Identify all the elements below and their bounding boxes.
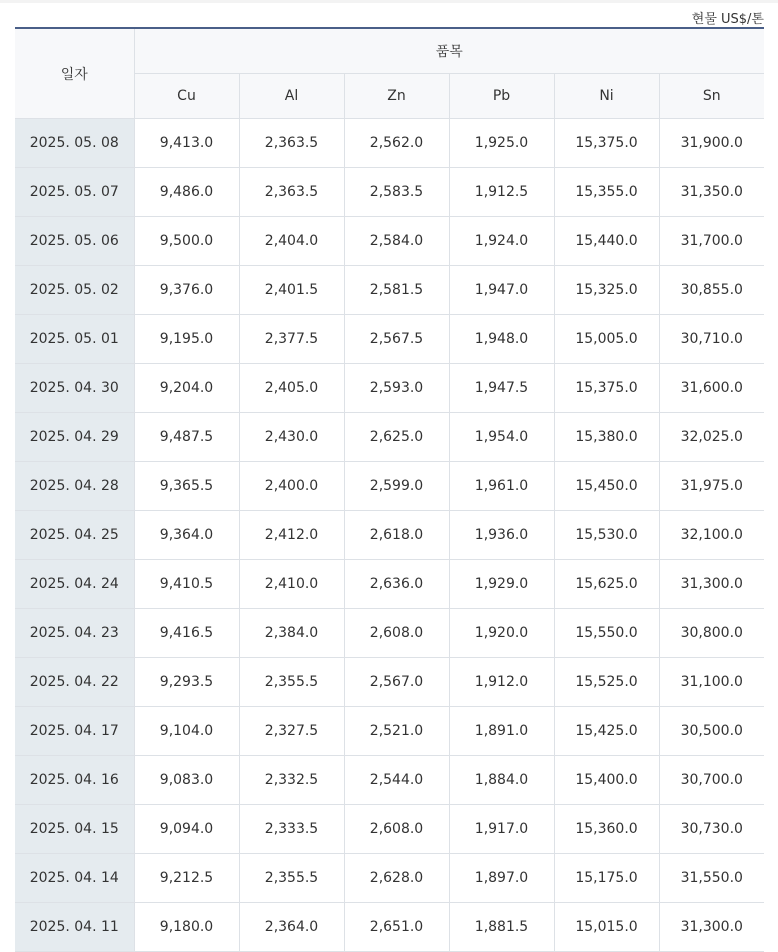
sn-cell: 30,500.0	[659, 707, 764, 756]
table-header	[15, 28, 764, 119]
column-header-pb: Pb	[449, 74, 554, 119]
zn-cell: 2,593.0	[344, 364, 449, 413]
pb-cell: 1,947.0	[449, 266, 554, 315]
ni-cell: 15,375.0	[554, 119, 659, 168]
date-cell: 2025. 04. 29	[15, 413, 134, 462]
ni-cell: 15,425.0	[554, 707, 659, 756]
al-cell: 2,355.5	[239, 854, 344, 903]
date-cell: 2025. 05. 01	[15, 315, 134, 364]
table-row	[15, 560, 764, 609]
cu-cell: 9,376.0	[134, 266, 239, 315]
ni-cell: 15,440.0	[554, 217, 659, 266]
pb-cell: 1,961.0	[449, 462, 554, 511]
sn-cell: 31,350.0	[659, 168, 764, 217]
cu-cell: 9,364.0	[134, 511, 239, 560]
date-cell: 2025. 04. 23	[15, 609, 134, 658]
zn-cell: 2,625.0	[344, 413, 449, 462]
zn-cell: 2,608.0	[344, 609, 449, 658]
price-table-container	[15, 27, 764, 952]
al-cell: 2,363.5	[239, 168, 344, 217]
cu-cell: 9,204.0	[134, 364, 239, 413]
table-row	[15, 511, 764, 560]
sn-cell: 30,800.0	[659, 609, 764, 658]
pb-cell: 1,954.0	[449, 413, 554, 462]
column-header-sn: Sn	[659, 74, 764, 119]
pb-cell: 1,881.5	[449, 903, 554, 952]
al-cell: 2,355.5	[239, 658, 344, 707]
table-row	[15, 462, 764, 511]
ni-cell: 15,550.0	[554, 609, 659, 658]
ni-cell: 15,625.0	[554, 560, 659, 609]
pb-cell: 1,897.0	[449, 854, 554, 903]
ni-cell: 15,530.0	[554, 511, 659, 560]
pb-cell: 1,891.0	[449, 707, 554, 756]
ni-cell: 15,005.0	[554, 315, 659, 364]
date-cell: 2025. 04. 15	[15, 805, 134, 854]
table-row	[15, 168, 764, 217]
zn-cell: 2,608.0	[344, 805, 449, 854]
sn-cell: 31,975.0	[659, 462, 764, 511]
table-row	[15, 903, 764, 952]
al-cell: 2,410.0	[239, 560, 344, 609]
sn-cell: 31,100.0	[659, 658, 764, 707]
zn-cell: 2,583.5	[344, 168, 449, 217]
zn-cell: 2,567.5	[344, 315, 449, 364]
pb-cell: 1,920.0	[449, 609, 554, 658]
table-body	[15, 119, 764, 952]
pb-cell: 1,912.5	[449, 168, 554, 217]
cu-cell: 9,410.5	[134, 560, 239, 609]
table-row	[15, 805, 764, 854]
al-cell: 2,384.0	[239, 609, 344, 658]
item-group-header: 품목	[134, 28, 764, 74]
ni-cell: 15,525.0	[554, 658, 659, 707]
ni-cell: 15,450.0	[554, 462, 659, 511]
zn-cell: 2,567.0	[344, 658, 449, 707]
table-row	[15, 315, 764, 364]
al-cell: 2,400.0	[239, 462, 344, 511]
table-row	[15, 658, 764, 707]
al-cell: 2,412.0	[239, 511, 344, 560]
top-divider	[0, 0, 778, 3]
al-cell: 2,430.0	[239, 413, 344, 462]
cu-cell: 9,365.5	[134, 462, 239, 511]
al-cell: 2,332.5	[239, 756, 344, 805]
pb-cell: 1,936.0	[449, 511, 554, 560]
ni-cell: 15,175.0	[554, 854, 659, 903]
al-cell: 2,404.0	[239, 217, 344, 266]
ni-cell: 15,355.0	[554, 168, 659, 217]
date-cell: 2025. 05. 02	[15, 266, 134, 315]
ni-cell: 15,360.0	[554, 805, 659, 854]
sn-cell: 30,700.0	[659, 756, 764, 805]
date-cell: 2025. 05. 08	[15, 119, 134, 168]
cu-cell: 9,416.5	[134, 609, 239, 658]
pb-cell: 1,917.0	[449, 805, 554, 854]
al-cell: 2,327.5	[239, 707, 344, 756]
cu-cell: 9,212.5	[134, 854, 239, 903]
zn-cell: 2,521.0	[344, 707, 449, 756]
cu-cell: 9,180.0	[134, 903, 239, 952]
date-column-header: 일자	[15, 28, 134, 119]
pb-cell: 1,948.0	[449, 315, 554, 364]
date-cell: 2025. 05. 07	[15, 168, 134, 217]
zn-cell: 2,581.5	[344, 266, 449, 315]
pb-cell: 1,929.0	[449, 560, 554, 609]
unit-label: 현물 US$/톤	[691, 12, 764, 27]
ni-cell: 15,325.0	[554, 266, 659, 315]
date-cell: 2025. 04. 11	[15, 903, 134, 952]
pb-cell: 1,924.0	[449, 217, 554, 266]
cu-cell: 9,486.0	[134, 168, 239, 217]
date-cell: 2025. 04. 30	[15, 364, 134, 413]
date-cell: 2025. 04. 24	[15, 560, 134, 609]
zn-cell: 2,636.0	[344, 560, 449, 609]
table-row	[15, 609, 764, 658]
sn-cell: 30,710.0	[659, 315, 764, 364]
column-header-al: Al	[239, 74, 344, 119]
al-cell: 2,363.5	[239, 119, 344, 168]
zn-cell: 2,651.0	[344, 903, 449, 952]
date-cell: 2025. 04. 16	[15, 756, 134, 805]
zn-cell: 2,618.0	[344, 511, 449, 560]
sn-cell: 30,855.0	[659, 266, 764, 315]
metal-price-table	[15, 27, 764, 952]
zn-cell: 2,599.0	[344, 462, 449, 511]
pb-cell: 1,912.0	[449, 658, 554, 707]
ni-cell: 15,400.0	[554, 756, 659, 805]
zn-cell: 2,628.0	[344, 854, 449, 903]
sn-cell: 31,550.0	[659, 854, 764, 903]
zn-cell: 2,584.0	[344, 217, 449, 266]
al-cell: 2,405.0	[239, 364, 344, 413]
cu-cell: 9,083.0	[134, 756, 239, 805]
cu-cell: 9,293.5	[134, 658, 239, 707]
table-row	[15, 364, 764, 413]
al-cell: 2,401.5	[239, 266, 344, 315]
table-row	[15, 266, 764, 315]
table-row	[15, 119, 764, 168]
column-header-cu: Cu	[134, 74, 239, 119]
sn-cell: 31,300.0	[659, 560, 764, 609]
sn-cell: 31,700.0	[659, 217, 764, 266]
date-cell: 2025. 05. 06	[15, 217, 134, 266]
table-row	[15, 707, 764, 756]
column-header-ni: Ni	[554, 74, 659, 119]
al-cell: 2,377.5	[239, 315, 344, 364]
pb-cell: 1,884.0	[449, 756, 554, 805]
date-cell: 2025. 04. 22	[15, 658, 134, 707]
sn-cell: 30,730.0	[659, 805, 764, 854]
column-header-zn: Zn	[344, 74, 449, 119]
cu-cell: 9,500.0	[134, 217, 239, 266]
pb-cell: 1,925.0	[449, 119, 554, 168]
al-cell: 2,364.0	[239, 903, 344, 952]
ni-cell: 15,380.0	[554, 413, 659, 462]
cu-cell: 9,195.0	[134, 315, 239, 364]
ni-cell: 15,375.0	[554, 364, 659, 413]
table-row	[15, 854, 764, 903]
cu-cell: 9,104.0	[134, 707, 239, 756]
sn-cell: 31,300.0	[659, 903, 764, 952]
table-row	[15, 413, 764, 462]
zn-cell: 2,562.0	[344, 119, 449, 168]
date-cell: 2025. 04. 14	[15, 854, 134, 903]
sn-cell: 31,600.0	[659, 364, 764, 413]
zn-cell: 2,544.0	[344, 756, 449, 805]
table-row	[15, 217, 764, 266]
date-cell: 2025. 04. 28	[15, 462, 134, 511]
ni-cell: 15,015.0	[554, 903, 659, 952]
sn-cell: 31,900.0	[659, 119, 764, 168]
table-row	[15, 756, 764, 805]
cu-cell: 9,413.0	[134, 119, 239, 168]
sn-cell: 32,025.0	[659, 413, 764, 462]
cu-cell: 9,094.0	[134, 805, 239, 854]
sn-cell: 32,100.0	[659, 511, 764, 560]
date-cell: 2025. 04. 17	[15, 707, 134, 756]
date-cell: 2025. 04. 25	[15, 511, 134, 560]
al-cell: 2,333.5	[239, 805, 344, 854]
cu-cell: 9,487.5	[134, 413, 239, 462]
pb-cell: 1,947.5	[449, 364, 554, 413]
